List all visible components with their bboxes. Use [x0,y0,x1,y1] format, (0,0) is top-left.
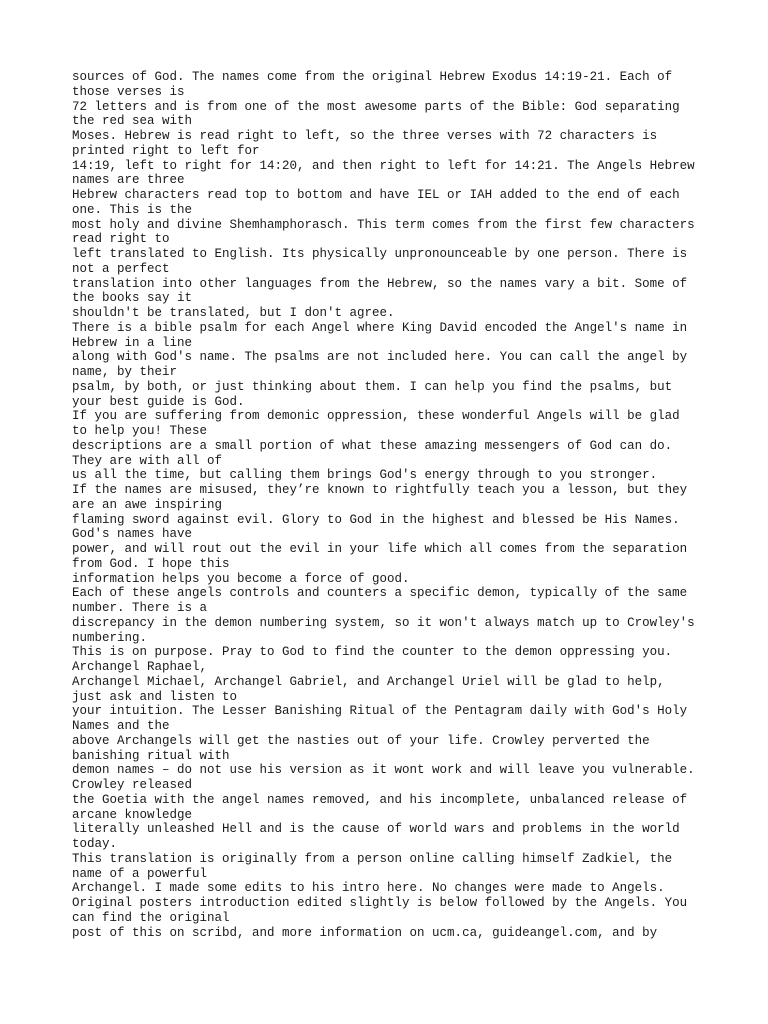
text-line: Archangel Michael, Archangel Gabriel, and Archangel Uriel will be glad to help, [72,674,665,689]
text-line: us all the time, but calling them brings God's energy through to you stronger. [72,468,658,483]
text-line: to help you! These [72,424,208,438]
text-line: flaming sword against evil. Glory to God in the highest and blessed be His Names. [72,512,680,527]
text-line: shouldn't be translated, but I don't agree. [72,306,395,320]
text-line: most holy and divine Shemhamphorasch. This term comes from the first few characters [72,217,695,232]
text-line: Crowley released [72,778,193,792]
text-line: arcane knowledge [72,807,193,822]
text-line: just ask and listen to [72,689,238,704]
text-line: those verses is [72,84,185,99]
text-line: If you are suffering from demonic oppression, these wonderful Angels will be glad [72,409,680,424]
text-line: the books say it [72,291,193,306]
text-line: information helps you become a force of good. [72,571,410,586]
text-line: literally unleashed Hell and is the cause of world wars and problems in the world [72,822,680,837]
text-line: Archangel. I made some edits to his intro here. No changes were made to Angels. [72,881,665,896]
text-line: number. There is a [72,601,208,615]
text-line: the Goetia with the angel names removed, and his incomplete, unbalanced release of [72,792,688,807]
text-line: numbering. [72,630,148,645]
text-line: Hebrew characters read top to bottom and have IEL or IAH added to the end of each [72,188,680,202]
text-line: banishing ritual with [72,748,230,763]
text-line: Hebrew in a line [72,335,193,350]
text-line: the red sea with [72,114,193,129]
text-line: your best guide is God. [72,394,245,409]
text-line: name of a powerful [72,866,208,881]
text-line: power, and will rout out the evil in your life which all comes from the separation [72,542,688,556]
text-line: sources of God. The names come from the original Hebrew Exodus 14:19-21. Each of [72,70,673,84]
text-line: 72 letters and is from one of the most awesome parts of the Bible: God separating [72,99,680,114]
text-line: They are with all of [72,453,223,468]
text-line: translation into other languages from the Hebrew, so the names vary a bit. Some of [72,276,688,291]
text-line: names are three [72,173,185,188]
text-line: Moses. Hebrew is read right to left, so the three verses with 72 characters is [72,129,658,143]
document-page [72,70,712,940]
text-line: above Archangels will get the nasties out of your life. Crowley perverted the [72,733,650,748]
text-line: read right to [72,232,170,247]
text-line: your intuition. The Lesser Banishing Ritual of the Pentagram daily with God's Holy [72,704,688,719]
text-line: discrepancy in the demon numbering system, so it won't always match up to Crowley's [72,615,695,630]
text-line: Names and the [72,719,170,733]
text-line: not a perfect [72,261,170,276]
text-line: today. [72,837,118,851]
text-line: Original posters introduction edited slightly is below followed by the Angels. You [72,896,688,910]
text-line: printed right to left for [72,143,260,158]
text-line: This is on purpose. Pray to God to find the counter to the demon oppressing you. [72,645,673,660]
text-line: If the names are misused, they’re known to rightfully teach you a lesson, but they [72,483,688,497]
text-line: There is a bible psalm for each Angel where King David encoded the Angel's name in [72,320,688,335]
text-line: from God. I hope this [72,556,230,571]
text-line: left translated to English. Its physically unpronounceable by one person. There is [72,247,688,261]
text-line: can find the original [72,910,230,925]
text-line: descriptions are a small portion of what these amazing messengers of God can do. [72,438,673,453]
text-line: name, by their [72,365,178,379]
text-line: God's names have [72,527,193,542]
text-line: 14:19, left to right for 14:20, and then right to left for 14:21. The Angels Hebrew [72,158,695,173]
text-line: post of this on scribd, and more information on ucm.ca, guideangel.com, and by [72,925,658,940]
text-line: along with God's name. The psalms are not included here. You can call the angel by [72,350,688,365]
text-line: This translation is originally from a person online calling himself Zadkiel, the [72,851,673,866]
text-line: are an awe inspiring [72,497,223,512]
text-line: one. This is the [72,202,193,217]
text-line: Archangel Raphael, [72,660,208,674]
text-line: demon names – do not use his version as it wont work and will leave you vulnerable. [72,763,695,778]
text-line: psalm, by both, or just thinking about them. I can help you find the psalms, but [72,379,673,394]
text-line: Each of these angels controls and counters a specific demon, typically of the same [72,586,688,601]
